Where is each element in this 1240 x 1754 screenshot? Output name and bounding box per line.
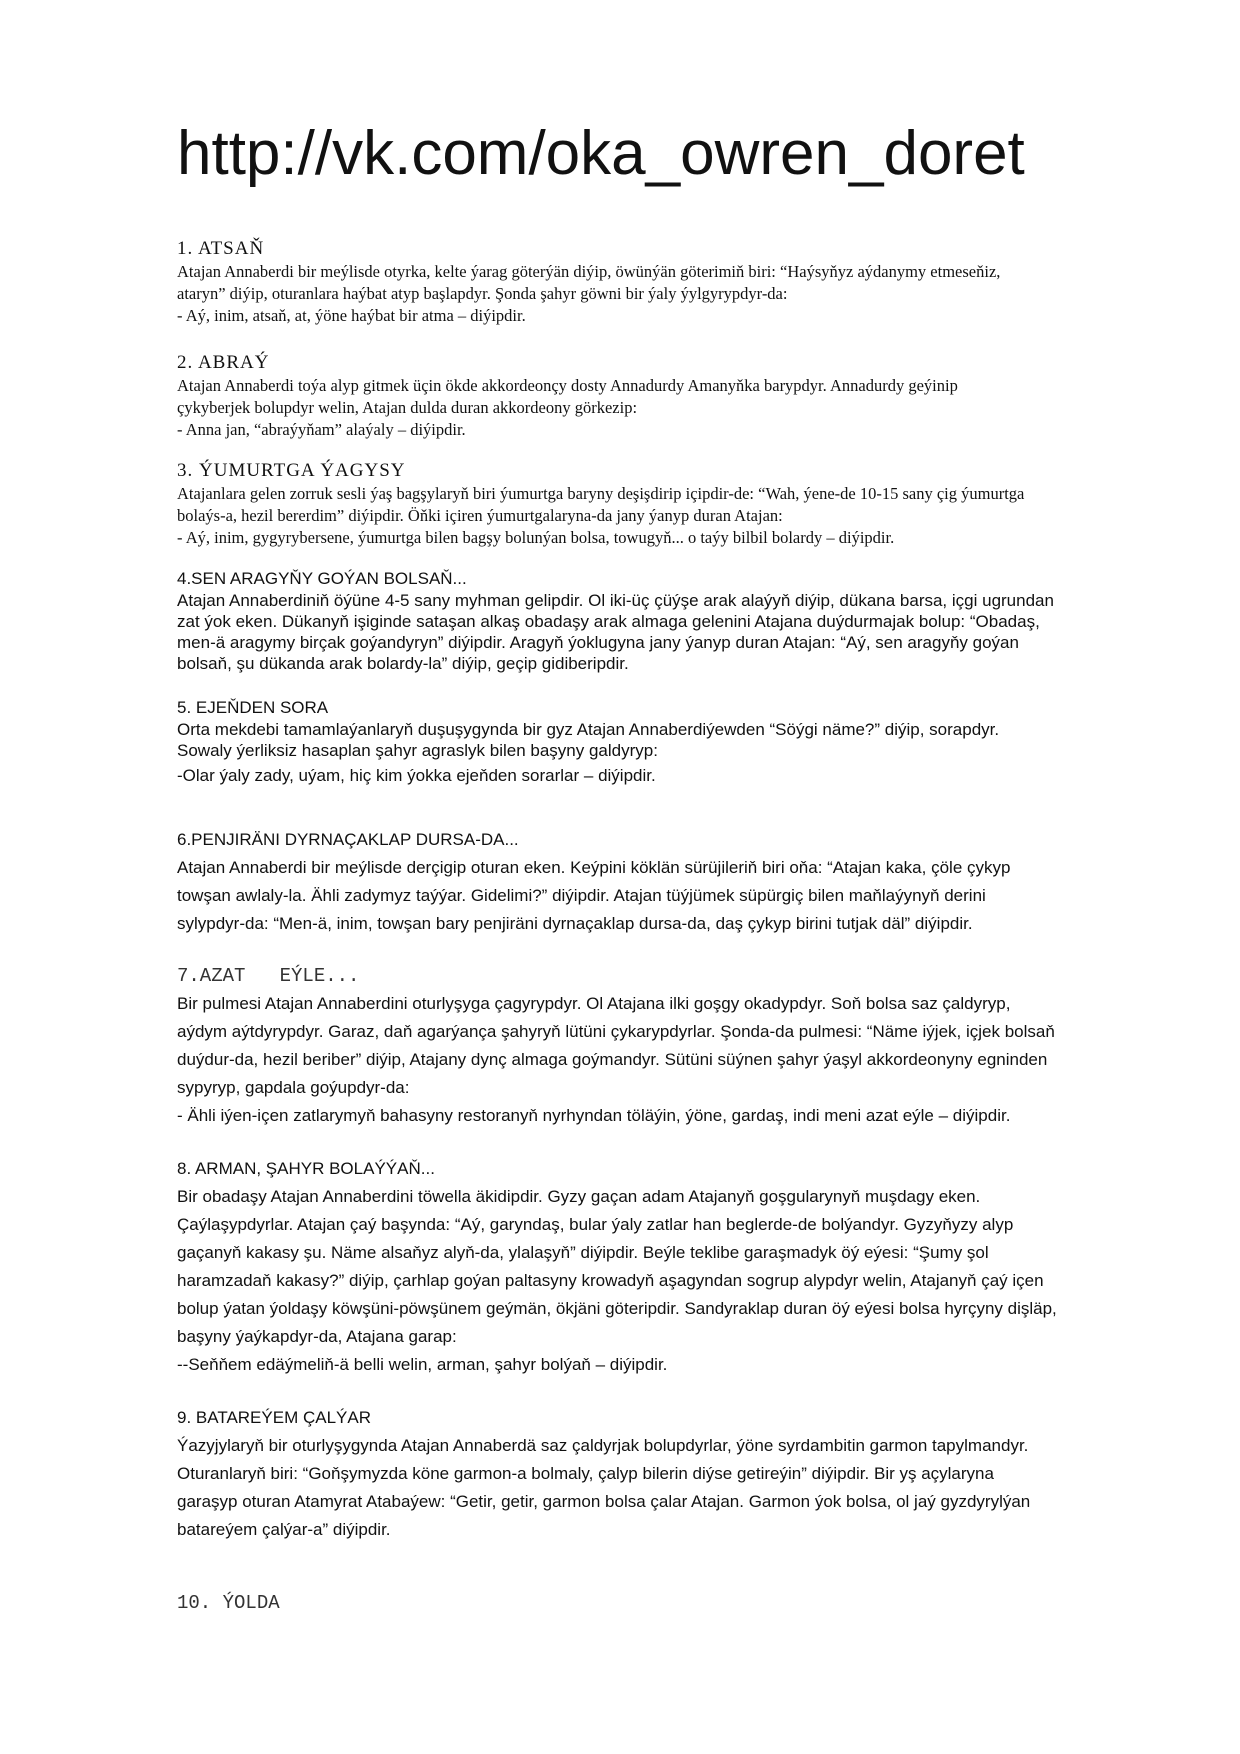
section-line: Orta mekdebi tamamlaýanlaryň duşuşygynda bir gyz Atajan Annaberdiýewden “Söýgi näme?” diýip, sorapdyr.	[177, 720, 1000, 739]
section-title: 2. ABRAÝ	[177, 352, 270, 373]
story-section-5	[177, 697, 1162, 786]
section-line: haramzadaň kakasy?” diýip, çarhlap goýan paltasyny krowadyň aşagyndan sogrup alypdyr welin, Atajanyň çaý içen	[177, 1271, 1044, 1290]
section-line: zat ýok eken. Dükanyň işiginde sataşan alkaş obadaşy arak almaga gelenini Atajana duýdurmajak bolup: “Obadaş,	[177, 612, 1040, 631]
story-section-2	[177, 351, 1162, 441]
section-line: garaşyp oturan Atamyrat Atabaýew: “Getir, getir, garmon bolsa çalar Atajan. Garmon ýok bolsa, ol jaý gyzdyrylýan	[177, 1492, 1031, 1511]
section-line: Çaýlaşypdyrlar. Atajan çaý başynda: “Aý, garyndaş, bular ýaly zatlar han beglerde-de bolýandyr. Gyzyňyzy alyp	[177, 1215, 1014, 1234]
section-line: sypyryp, gapdala goýupdyr-da:	[177, 1078, 410, 1097]
section-title: 7.AZAT EÝLE...	[177, 965, 360, 987]
section-line: çykyberjek bolupdyr welin, Atajan dulda duran akkordeony görkezip:	[177, 398, 638, 417]
section-line: Atajanlara gelen zorruk sesli ýaş bagşylaryň biri ýumurtga baryny deşişdirip içipdir-de: “Wah, ýene-de 10-15 sany çig ýumurtga	[177, 484, 1025, 503]
story-section-4	[177, 568, 1162, 674]
section-title: 3. ÝUMURTGA ÝAGYSY	[177, 460, 406, 481]
section-title: 10. ÝOLDA	[177, 1592, 280, 1614]
section-line: Atajan Annaberdi bir meýlisde otyrka, kelte ýarag göterýän diýip, öwünýän göterimiň biri: “Haýsyňyz aýdanymy etmeseňiz,	[177, 262, 1001, 281]
section-line: Atajan Annaberdi bir meýlisde derçigip oturan eken. Keýpini köklän sürüjileriň biri oňa: “Atajan kaka, çöle çykyp	[177, 858, 1011, 877]
story-section-10	[177, 1591, 1162, 1615]
section-line: gaçanyň kakasy şu. Näme alsaňyz alyň-da, ylalaşyň” diýipdir. Beýle teklibe garaşmadyk öý eýesi: “Şumy şol	[177, 1243, 989, 1262]
section-line: - Ähli iýen-içen zatlarymyň bahasyny restoranyň nyrhyndan töläýin, ýöne, gardaş, indi meni azat eýle – diýipdir.	[177, 1106, 1011, 1125]
section-line: --Seňňem edäýmeliň-ä belli welin, arman, şahyr bolýaň – diýipdir.	[177, 1355, 668, 1374]
section-line: - Aý, inim, gygyrybersene, ýumurtga bilen bagşy bolunýan bolsa, towugyň... o taýy bilbil bolardy – diýipdir.	[177, 528, 895, 547]
section-line: - Anna jan, “abraýyňam” alaýaly – diýipdir.	[177, 420, 466, 439]
story-section-7	[177, 962, 1162, 1130]
section-line: batareýem çalýar-a” diýipdir.	[177, 1520, 391, 1539]
section-title: 9. BATAREÝEM ÇALÝAR	[177, 1408, 371, 1427]
section-title: 8. ARMAN, ŞAHYR BOLAÝÝAŇ...	[177, 1159, 435, 1178]
section-line: towşan awlaly-la. Ähli zadymyz taýýar. Gidelimi?” diýipdir. Atajan tüýjümek süpürgiç bilen maňlaýynyň derini	[177, 886, 986, 905]
section-line: men-ä aragymy birçak goýandyryn” diýipdir. Aragyň ýoklugyna jany ýanyp duran Atajan: “Aý, sen aragyňy goýan	[177, 633, 1019, 652]
section-line: Ýazyjylaryň bir oturlyşygynda Atajan Annaberdä saz çaldyrjak bolupdyrlar, ýöne syrdambitin garmon tapylmandyr.	[177, 1436, 1029, 1455]
section-line: Bir obadaşy Atajan Annaberdini töwella äkidipdir. Gyzy gaçan adam Atajanyň goşgularynyň muşdagy eken.	[177, 1187, 981, 1206]
story-section-3	[177, 459, 1162, 549]
section-line: -Olar ýaly zady, uýam, hiç kim ýokka ejeňden sorarlar – diýipdir.	[177, 766, 656, 785]
story-section-8	[177, 1155, 1162, 1379]
section-line: - Aý, inim, atsaň, at, ýöne haýbat bir atma – diýipdir.	[177, 306, 526, 325]
story-section-1	[177, 237, 1162, 327]
section-line: Bir pulmesi Atajan Annaberdini oturlyşyga çagyrypdyr. Ol Atajana ilki goşgy okadypdyr. Soň bolsa saz çaldyryp,	[177, 994, 1011, 1013]
section-line: bolsaň, şu dükanda arak bolardy-la” diýip, geçip gidiberipdir.	[177, 654, 629, 673]
page-header-url: http://vk.com/oka_owren_doret	[177, 119, 1025, 188]
section-line: Atajan Annaberdi toýa alyp gitmek üçin ökde akkordeonçy dosty Annadurdy Amanyňka barypdyr. Annadurdy geýinip	[177, 376, 958, 395]
section-line: Oturanlaryň biri: “Goňşymyzda köne garmon-a bolmaly, çalyp bilerin diýse getireýin” diýipdir. Bir yş açylaryna	[177, 1464, 994, 1483]
section-title: 5. EJEŇDEN SORA	[177, 698, 329, 717]
section-line: ataryn” diýip, oturanlara haýbat atyp başlapdyr. Şonda şahyr göwni bir ýaly ýylgyrypdyr-da:	[177, 284, 788, 303]
section-title: 6.PENJIRÄNI DYRNAÇAKLAP DURSA-DA...	[177, 830, 519, 849]
section-line: bolaýs-a, hezil bererdim” diýipdir. Öňki içiren ýumurtgalaryna-da jany ýanyp duran Atajan:	[177, 506, 783, 525]
section-line: Sowaly ýerliksiz hasaplan şahyr agraslyk bilen başyny galdyryp:	[177, 741, 658, 760]
section-line: sylypdyr-da: “Men-ä, inim, towşan bary penjiräni dyrnaçaklap dursa-da, daş çykyp birini tutjak däl” diýipdir.	[177, 914, 973, 933]
section-title: 4.SEN ARAGYŇY GOÝAN BOLSAŇ...	[177, 569, 467, 588]
story-section-6	[177, 826, 1162, 938]
section-line: duýdur-da, hezil beriber” diýip, Atajany dynç almaga goýmandyr. Sütüni süýnen şahyr ýaşyl akkordeonyny egninden	[177, 1050, 1048, 1069]
section-line: Atajan Annaberdiniň öýüne 4-5 sany myhman gelipdir. Ol iki-üç çüýşe arak alaýyň diýip, dükana barsa, içgi ugrundan	[177, 591, 1054, 610]
section-line: başyny ýaýkapdyr-da, Atajana garap:	[177, 1327, 457, 1346]
section-line: bolup ýatan ýoldaşy köwşüni-pöwşünem geýmän, ökjäni göteripdir. Sandyraklap duran öý eýesi bolsa hyrçyny dişläp,	[177, 1299, 1057, 1318]
story-section-9	[177, 1404, 1162, 1544]
section-title: 1. ATSAŇ	[177, 238, 265, 259]
section-line: aýdym aýtdyrypdyr. Garaz, daň agarýança şahyryň lütüni çykarypdyrlar. Şonda-da pulmesi: “Näme iýjek, içjek bolsaň	[177, 1022, 1055, 1041]
